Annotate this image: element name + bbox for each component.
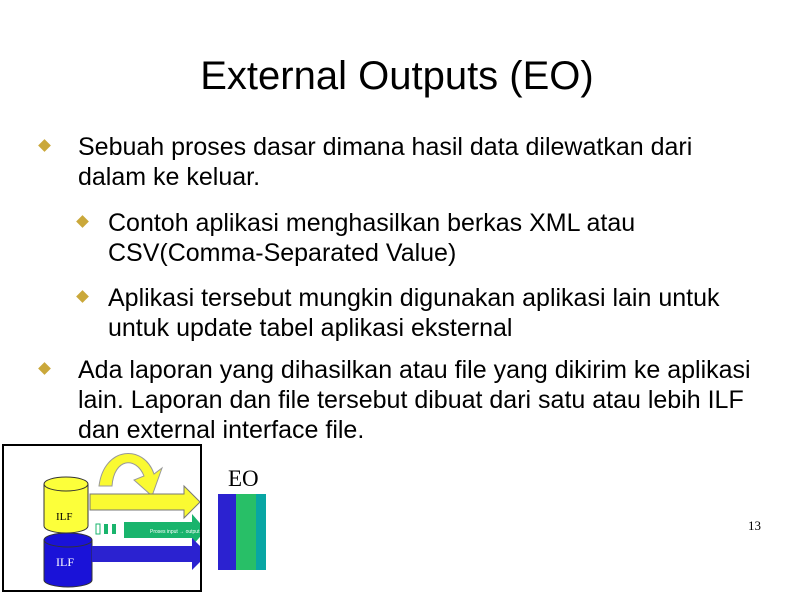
sub-bullet-item [108,208,728,268]
bullet-text: Ada laporan yang dihasilkan atau file yang dikirim ke aplikasi lain. Laporan dan file tersebut dibuat dari satu atau lebih ILF dan external interface file. [78,356,751,444]
bullet-item [78,355,768,445]
output-bar-teal [256,494,266,570]
eo-diagram-frame [2,444,202,592]
ilf-cylinder-top [44,477,88,533]
diamond-bullet-icon [38,139,51,152]
diamond-bullet-icon [38,362,51,375]
bullet-text: Sebuah proses dasar dimana hasil data dilewatkan dari dalam ke keluar. [78,133,693,191]
ilf-cylinder-bottom [44,533,92,587]
loop-arrow-icon [99,453,162,496]
arrow-right-yellow-icon [90,486,200,518]
eo-diagram [4,446,200,590]
page-number: 13 [748,518,761,533]
arrow-right-blue-icon [92,538,200,570]
slide-title: External Outputs (EO) [200,54,594,98]
diamond-bullet-icon [76,290,89,303]
process-label: Proses input → output [150,529,200,535]
bullet-text: Contoh aplikasi menghasilkan berkas XML atau CSV(Comma-Separated Value) [108,209,636,267]
eo-label: EO [228,466,259,491]
ilf-bottom-label: ILF [56,555,74,569]
output-bar-blue [218,494,236,570]
eo-output-bars [210,494,268,570]
diamond-bullet-icon [76,215,89,228]
ilf-top-label: ILF [56,511,73,523]
sub-bullet-item [108,283,728,343]
bullet-item [78,132,758,192]
output-bar-green [236,494,256,570]
bullet-text: Aplikasi tersebut mungkin digunakan aplikasi lain untuk untuk update tabel aplikasi eksternal [108,284,720,342]
